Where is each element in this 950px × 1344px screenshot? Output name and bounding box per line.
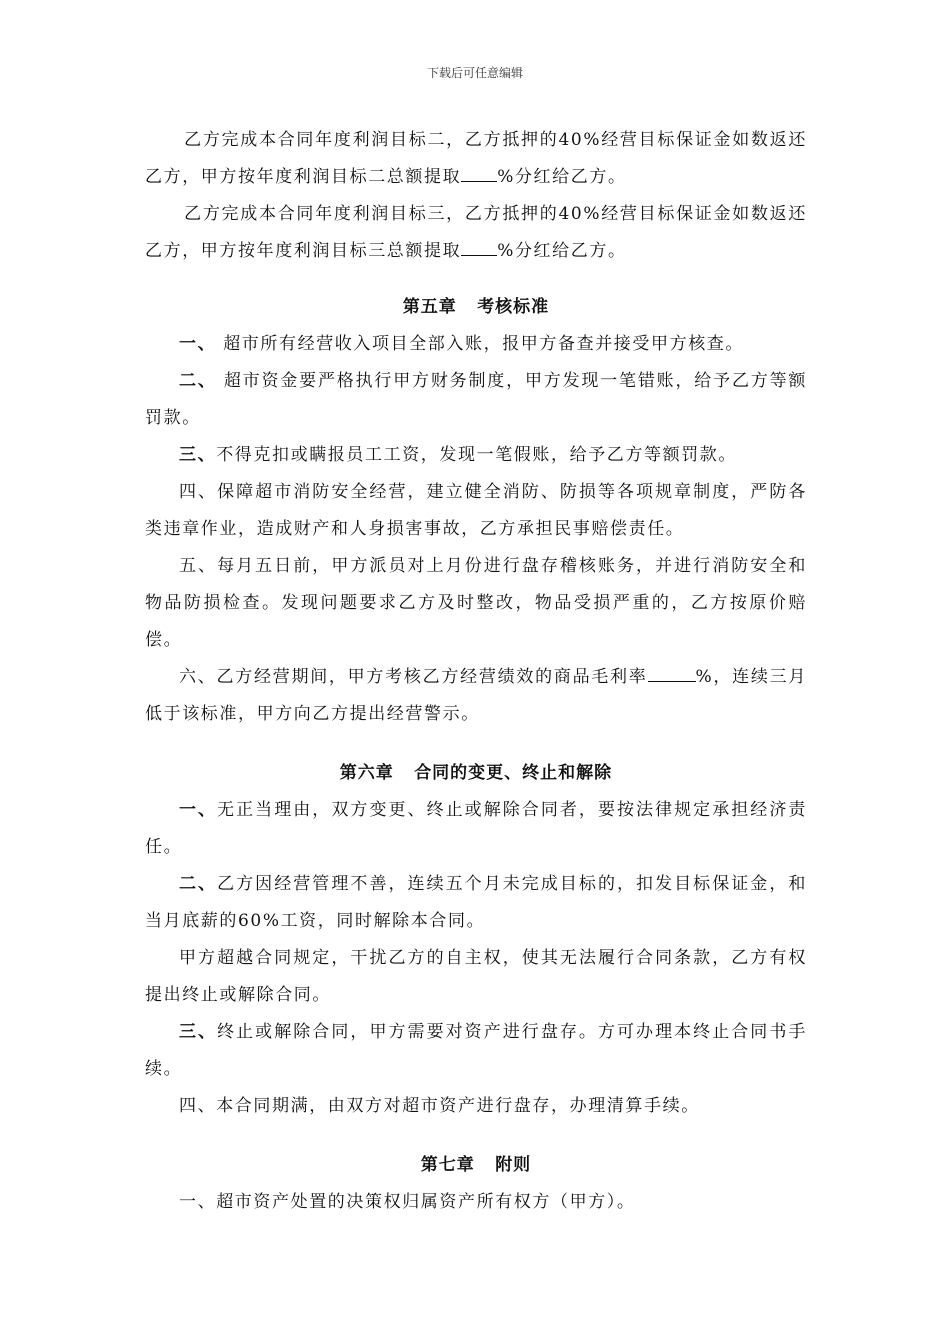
clause-text: 四、本合同期满，由双方对超市资产进行盘存，办理清算手续。 (179, 1096, 700, 1116)
clause (145, 1184, 807, 1221)
clause-number: 二、 (179, 874, 218, 894)
clause-number: 一、 (179, 334, 217, 354)
chapter-6-heading (145, 755, 807, 792)
clause-text: 终止或解除合同，甲方需要对资产进行盘存。方可办理本终止合同书手续。 (145, 1022, 807, 1079)
clause-text: 不得克扣或瞒报员工工资，发现一笔假账，给予乙方等额罚款。 (216, 445, 738, 465)
clause (145, 437, 807, 474)
chapter-5-heading (145, 289, 807, 326)
chapter-number: 第七章 (420, 1155, 475, 1175)
fill-in-blank (461, 240, 497, 256)
chapter-number: 第五章 (402, 297, 457, 317)
chapter-number: 第六章 (339, 763, 394, 783)
clause (145, 326, 807, 363)
clause (145, 940, 807, 1014)
clause-text: %，连续三月低于该标准，甲方向乙方提出经营警示。 (145, 667, 807, 724)
clause (145, 363, 807, 437)
clause (145, 474, 807, 548)
paragraph-profit-target-3 (145, 196, 807, 270)
paragraph-text: %分红给乙方。 (497, 167, 627, 187)
clause-text: 四、保障超市消防安全经营，建立健全消防、防损等各项规章制度，严防各类违章作业，造成财产和人身损害事故，乙方承担民事赔偿责任。 (145, 482, 807, 539)
document-body (145, 122, 807, 1221)
paragraph-text: %分红给乙方。 (497, 241, 627, 261)
clause-text: 甲方超越合同规定，干扰乙方的自主权，使其无法履行合同条款，乙方有权提出终止或解除合同。 (145, 948, 807, 1005)
chapter-title: 附则 (495, 1155, 532, 1175)
clause-number: 三、 (179, 1022, 218, 1042)
fill-in-blank (461, 166, 497, 182)
clause-text: 五、每月五日前，甲方派员对上月份进行盘存稽核账务，并进行消防安全和物品防损检查。发现问题要求乙方及时整改，物品受损严重的，乙方按原价赔偿。 (145, 556, 807, 650)
chapter-title: 合同的变更、终止和解除 (414, 763, 613, 783)
clause (145, 792, 807, 866)
clause-number: 二、 (179, 371, 217, 391)
paragraph-profit-target-2 (145, 122, 807, 196)
clause-text: 超市资金要严格执行甲方财务制度，甲方发现一笔错账，给予乙方等额罚款。 (145, 371, 807, 428)
clause (145, 1014, 807, 1088)
page-header: 下载后可任意编辑 (426, 66, 523, 80)
clause-text: 超市所有经营收入项目全部入账，报甲方备查并接受甲方核查。 (216, 334, 745, 354)
paragraph-text: 乙方完成本合同年度利润目标三，乙方抵押的40%经营目标保证金如数返还乙方，甲方按年度利润目标三总额提取 (145, 204, 807, 261)
clause (145, 1088, 807, 1125)
clause-number: 三、 (179, 445, 217, 465)
clause-text: 无正当理由，双方变更、终止或解除合同者，要按法律规定承担经济责任。 (145, 800, 807, 857)
clause-number: 一、 (179, 800, 218, 820)
clause (145, 659, 807, 733)
clause-text: 乙方因经营管理不善，连续五个月未完成目标的，扣发目标保证金，和当月底薪的60%工资，同时解除本合同。 (145, 874, 807, 931)
clause (145, 866, 807, 940)
clause-text: 一、超市资产处置的决策权归属资产所有权方（甲方）。 (179, 1192, 636, 1212)
clause (145, 548, 807, 659)
fill-in-blank (648, 666, 696, 682)
paragraph-text: 乙方完成本合同年度利润目标二，乙方抵押的40%经营目标保证金如数返还乙方，甲方按年度利润目标二总额提取 (145, 130, 807, 187)
chapter-title: 考核标准 (477, 297, 550, 317)
chapter-7-heading (145, 1147, 807, 1184)
clause-text: 六、乙方经营期间，甲方考核乙方经营绩效的商品毛利率 (179, 667, 648, 687)
